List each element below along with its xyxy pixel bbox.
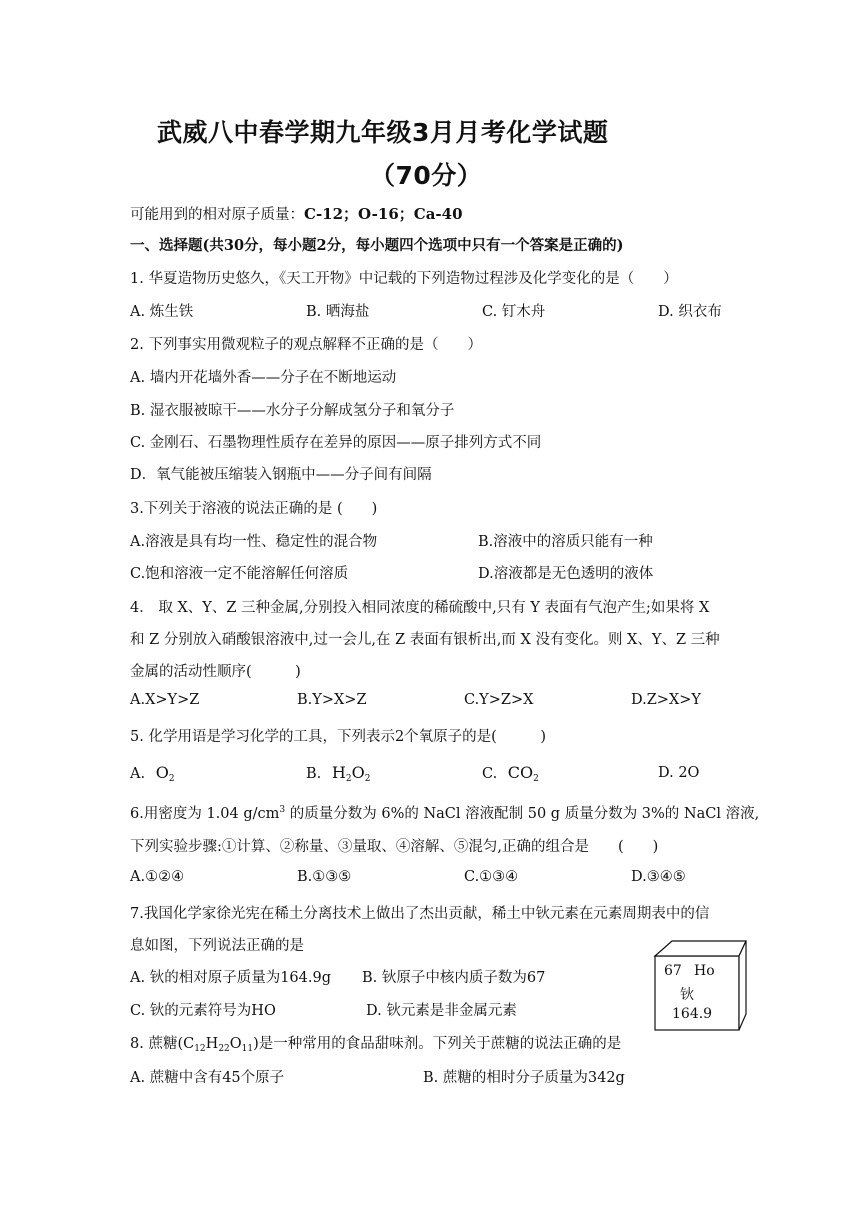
q5-formula-c: $CO_2$ — [507, 763, 539, 784]
element-atomic-number: 67 — [664, 963, 682, 979]
q1-option-b: B. 晒海盐 — [306, 304, 370, 320]
q4-line-2: 和 Z 分别放入硝酸银溶液中,过一会儿,在 Z 表面有银析出,而 X 没有变化。则 X、Y、Z 三种 — [130, 632, 720, 648]
q1-stem: 1. 华夏造物历史悠久，《天工开物》中记载的下列造物过程涉及化学变化的是（ ） — [130, 271, 678, 287]
q5-option-a — [130, 763, 175, 784]
element-atomic-mass: 164.9 — [672, 1006, 713, 1022]
element-symbol: Ho — [694, 963, 715, 979]
section-header: 一、选择题(共30分，每小题2分，每小题四个选项中只有一个答案是正确的) — [130, 237, 624, 254]
q6-option-c: C.①③④ — [464, 869, 519, 885]
atomic-mass-prefix: 可能用到的相对原子质量： — [130, 207, 304, 223]
q5-label-b: B. — [306, 766, 322, 782]
q4-option-a: A.X>Y>Z — [130, 692, 200, 708]
q5-option-c — [482, 763, 539, 784]
q8-option-b: B. 蔗糖的相时分子质量为342g — [423, 1070, 625, 1086]
q5-option-b — [306, 763, 370, 784]
atomic-mass-line — [130, 203, 463, 224]
q8-stem: 8. 蔗糖$(C_{12}H_{22}O_{11})$是一种常用的食品甜味剂。下列关于蔗糖的说法正确的是 — [130, 1036, 622, 1054]
q3-option-a: A.溶液是具有均一性、稳定性的混合物 — [130, 534, 378, 550]
q6-line-2: 下列实验步骤:①计算、②称量、③量取、④溶解、⑤混匀,正确的组合是 ( ) — [130, 839, 659, 855]
q3-option-c: C.饱和溶液一定不能溶解任何溶质 — [130, 566, 349, 582]
q1-option-c: C. 钉木舟 — [482, 304, 546, 320]
q6-option-d: D.③④⑤ — [631, 869, 686, 885]
q1-option-d: D. 织衣布 — [658, 304, 722, 320]
q7-option-b: B. 钬原子中核内质子数为67 — [362, 970, 546, 986]
q7-option-a: A. 钬的相对原子质量为164.9g — [130, 970, 331, 986]
page-title: 武威八中春学期九年级3月月考化学试题 — [157, 118, 609, 147]
q5-formula-a: $O_2$ — [155, 763, 175, 784]
q6-line-1: 6.用密度为 1.04 $g/cm^3$ 的质量分数为 6%的 NaCl 溶液配制 50 g 质量分数为 3%的 NaCl 溶液, — [130, 805, 760, 822]
q4-line-3: 金属的活动性顺序( ) — [130, 664, 301, 680]
total-score: （70分） — [370, 161, 483, 190]
q4-option-c: C.Y>Z>X — [464, 692, 534, 708]
q4-option-b: B.Y>X>Z — [297, 692, 367, 708]
q1-option-a: A. 炼生铁 — [130, 304, 194, 320]
element-name: 钬 — [680, 987, 694, 1003]
q7-line-1: 7.我国化学家徐光宪在稀土分离技术上做出了杰出贡献，稀土中钬元素在元素周期表中的信 — [130, 906, 710, 922]
q5-label-a: A. — [130, 766, 146, 782]
q3-stem: 3.下列关于溶液的说法正确的是 ( ) — [130, 501, 378, 517]
q5-label-c: C. — [482, 766, 498, 782]
q3-option-d: D.溶液都是无色透明的液体 — [478, 566, 654, 582]
q7-option-c: C. 钬的元素符号为HO — [130, 1003, 276, 1019]
q5-option-d: D. 2O — [658, 765, 700, 781]
q3-option-b: B.溶液中的溶质只能有一种 — [478, 534, 653, 550]
q2-option-a: A. 墙内开花墙外香——分子在不断地运动 — [130, 370, 397, 386]
q5-formula-b: $H_2O_2$ — [331, 763, 371, 784]
q2-option-b: B. 湿衣服被晾干——水分子分解成氢分子和氧分子 — [130, 403, 455, 419]
atomic-mass-values: C-12；O-16；Ca-40 — [304, 205, 463, 223]
q4-line-1: 4． 取 X、Y、Z 三种金属,分别投入相同浓度的稀硫酸中,只有 Y 表面有气泡产生;如果将 X — [130, 600, 710, 616]
q7-line-2: 息如图，下列说法正确的是 — [130, 938, 304, 954]
q7-option-d: D. 钬元素是非金属元素 — [366, 1003, 517, 1019]
q8-option-a: A. 蔗糖中含有45个原子 — [130, 1070, 285, 1086]
q2-stem: 2. 下列事实用微观粒子的观点解释不正确的是（ ） — [130, 337, 482, 353]
q6-option-b: B.①③⑤ — [297, 869, 352, 885]
q2-option-d: D．氧气能被压缩装入钢瓶中——分子间有间隔 — [130, 467, 432, 483]
q6-option-a: A.①②④ — [130, 869, 185, 885]
q5-stem: 5. 化学用语是学习化学的工具，下列表示2个氧原子的是( ) — [130, 729, 546, 745]
q2-option-c: C. 金刚石、石墨物理性质存在差异的原因——原子排列方式不同 — [130, 435, 542, 451]
q4-option-d: D.Z>X>Y — [631, 692, 701, 708]
